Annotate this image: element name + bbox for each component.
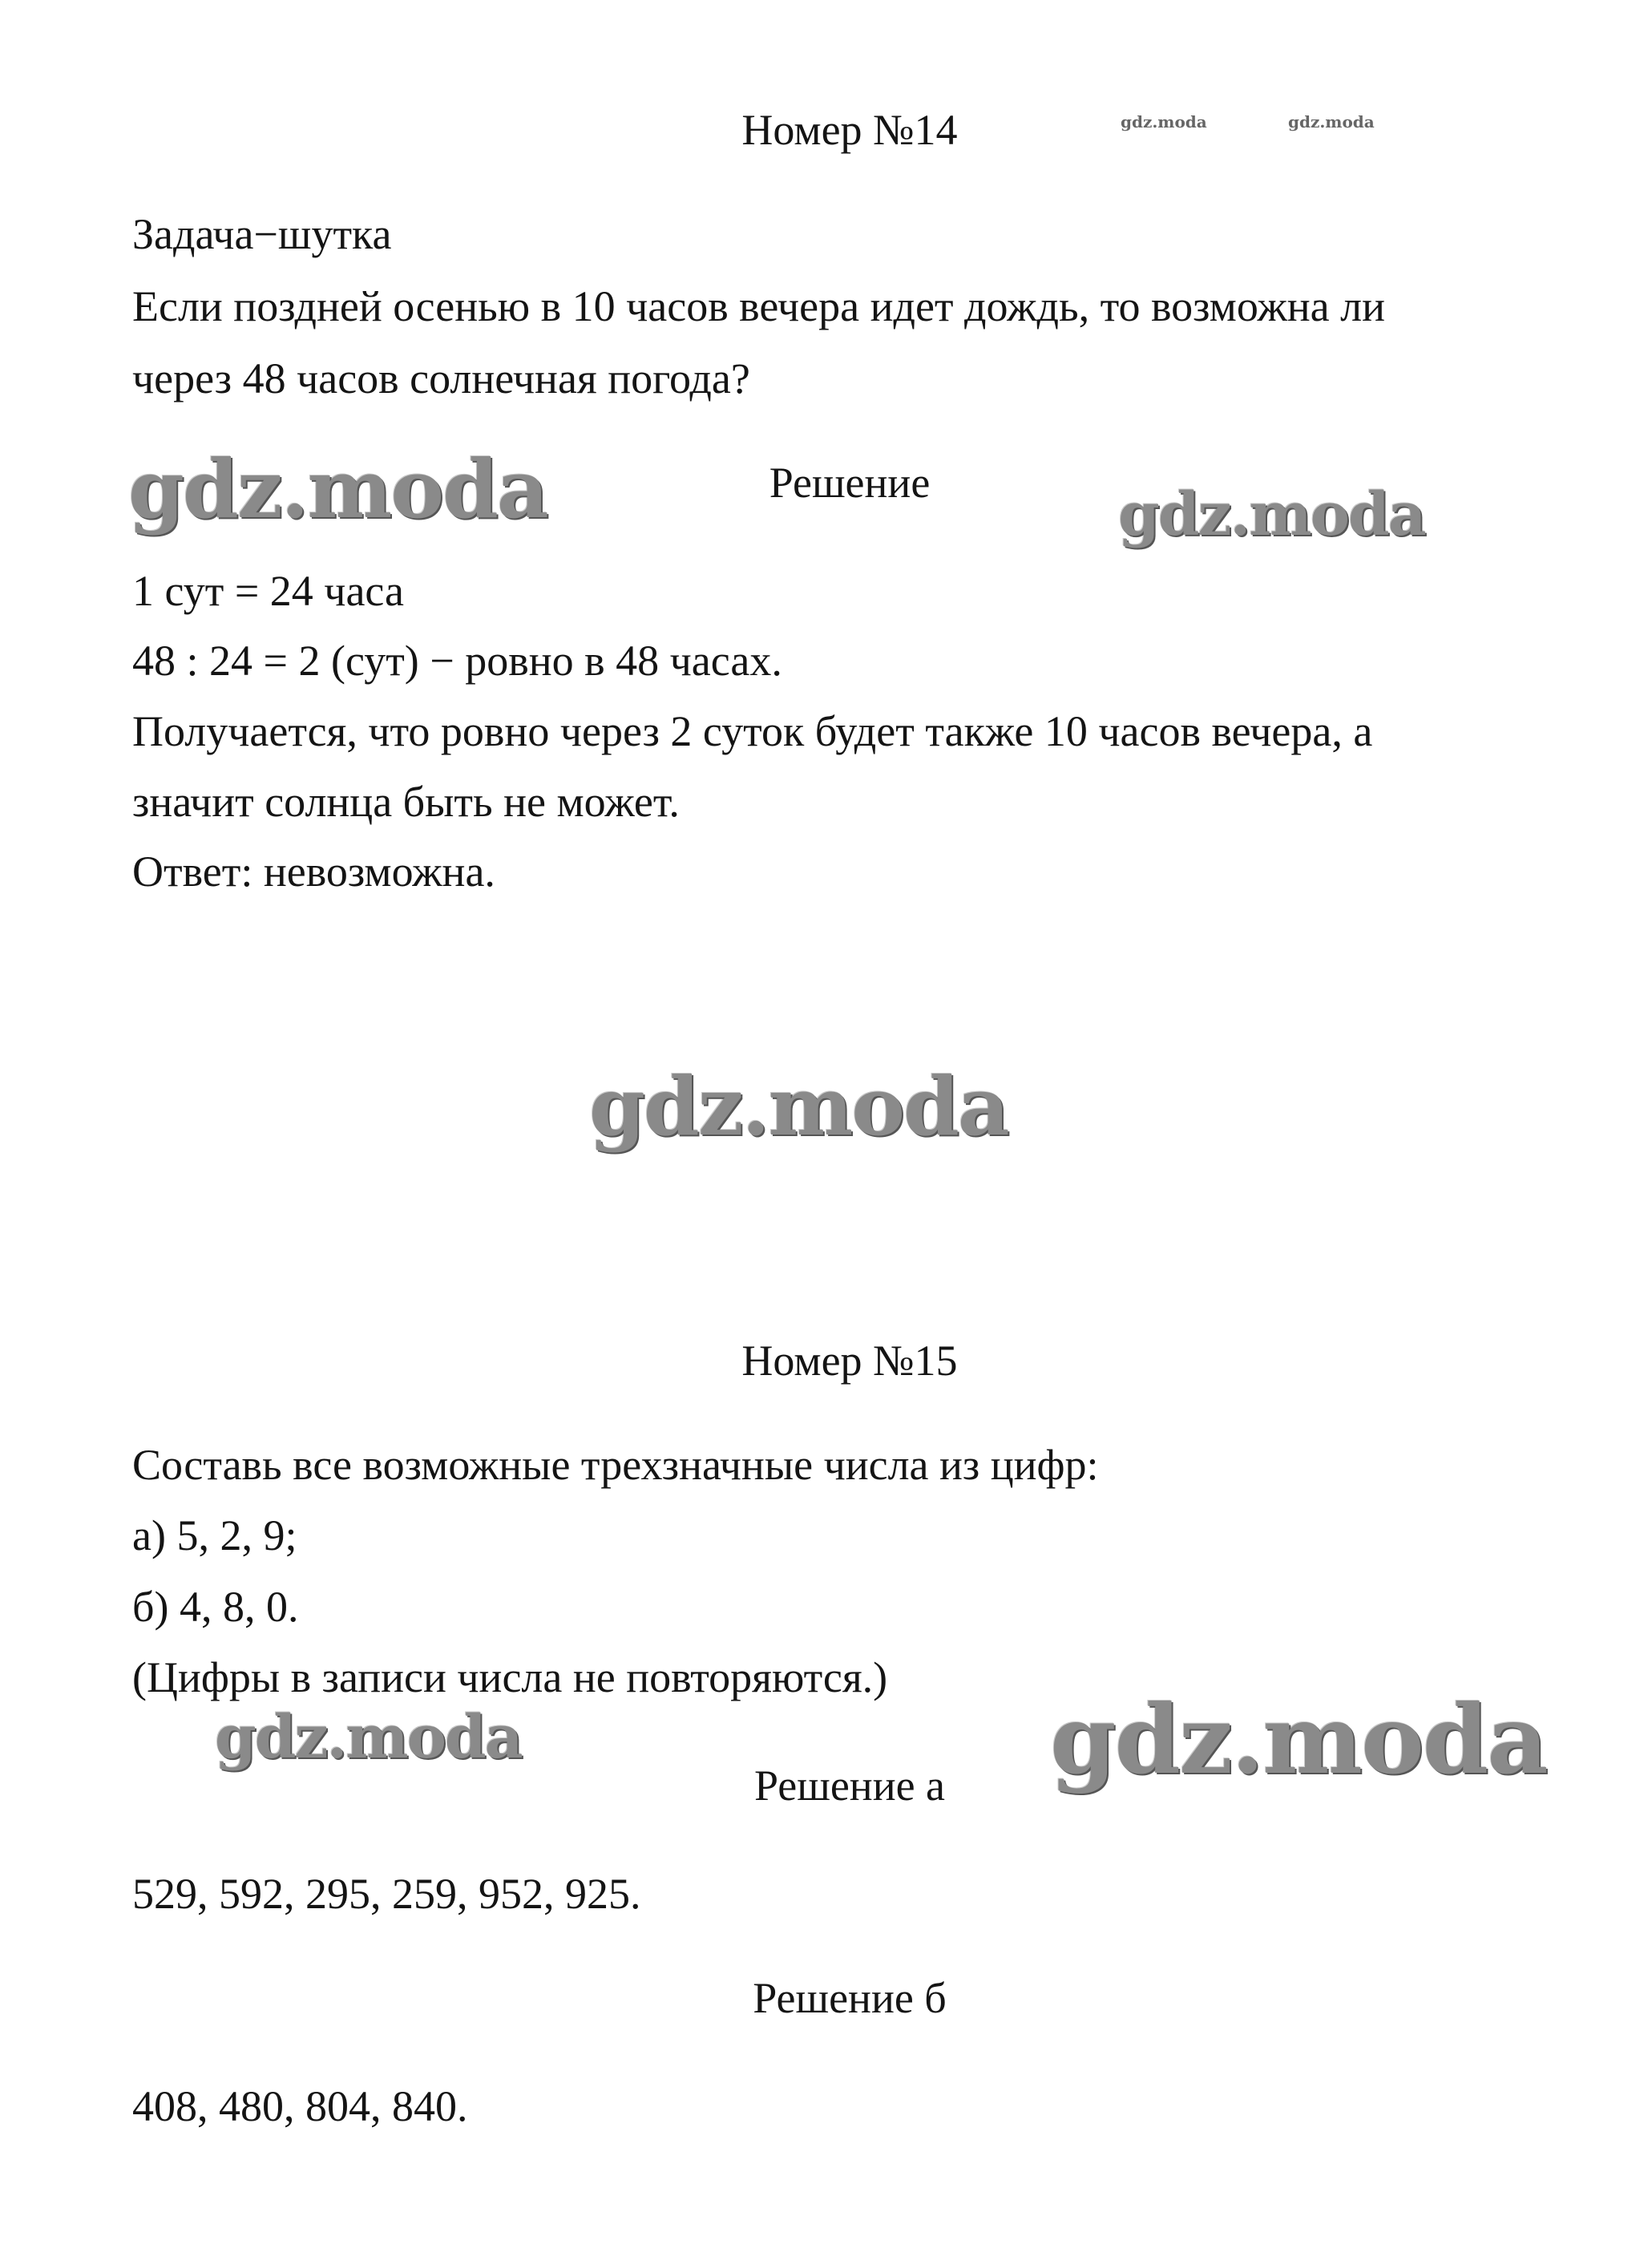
- task15-question-line-4: (Цифры в записи числа не повторяются.): [132, 1653, 888, 1701]
- task15-solution-b: 408, 480, 804, 840.: [132, 2082, 468, 2130]
- task14-title: Номер №14: [741, 106, 958, 154]
- watermark-2: gdz.moda: [1118, 480, 1425, 549]
- watermark-3: gdz.moda: [589, 1059, 1008, 1154]
- watermark-4: gdz.moda: [215, 1703, 522, 1772]
- task15-question-line-3: б) 4, 8, 0.: [132, 1583, 299, 1631]
- task15-solution-b-heading: Решение б: [753, 1974, 947, 2022]
- task14-subtitle: Задача−шутка: [132, 210, 392, 258]
- task15-question-line-2: а) 5, 2, 9;: [132, 1511, 297, 1559]
- task14-solution-line-4: значит солнца быть не может.: [132, 778, 680, 826]
- watermark-1: gdz.moda: [128, 442, 547, 536]
- task14-solution-line-2: 48 : 24 = 2 (сут) − ровно в 48 часах.: [132, 637, 782, 685]
- task14-answer: Ответ: невозможна.: [132, 847, 495, 896]
- task15-solution-a: 529, 592, 295, 259, 952, 925.: [132, 1870, 641, 1918]
- task15-question-line-1: Составь все возможные трехзначные числа из цифр:: [132, 1441, 1099, 1489]
- task15-title: Номер №15: [741, 1337, 958, 1385]
- task14-solution-line-3: Получается, что ровно через 2 суток будет также 10 часов вечера, а: [132, 707, 1373, 755]
- task15-solution-a-heading: Решение а: [753, 1761, 946, 1810]
- task14-solution-heading: Решение: [769, 459, 931, 507]
- task14-solution-line-1: 1 сут = 24 часа: [132, 567, 405, 615]
- task14-question-line2: через 48 часов солнечная погода?: [132, 354, 750, 402]
- watermark-5: gdz.moda: [1050, 1684, 1547, 1795]
- watermark-small-1: gdz.moda: [1121, 112, 1207, 131]
- watermark-small-2: gdz.moda: [1288, 112, 1375, 131]
- task14-question-line1: Если поздней осенью в 10 часов вечера идет дождь, то возможна ли: [132, 282, 1385, 330]
